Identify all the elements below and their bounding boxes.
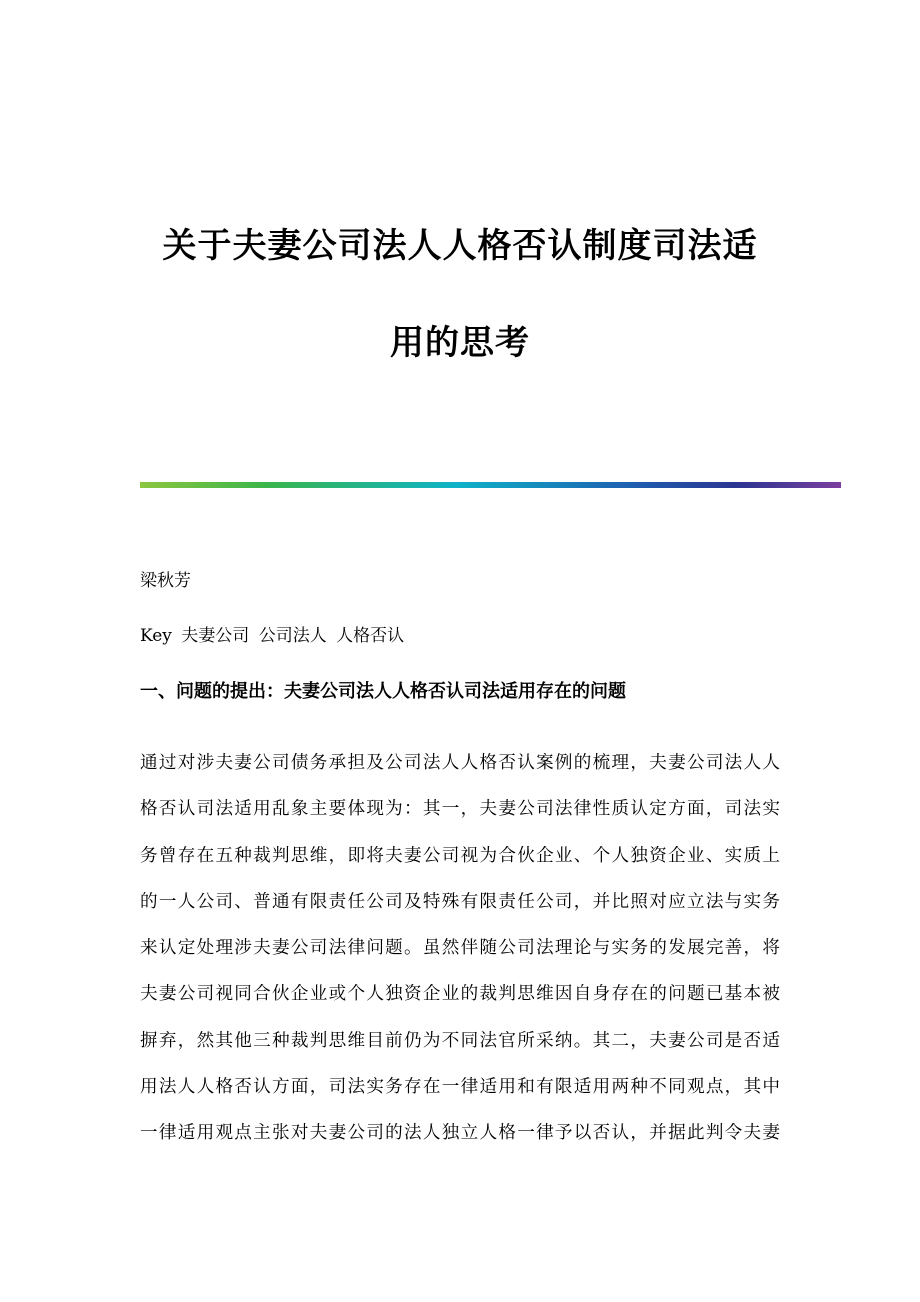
gradient-divider	[140, 482, 841, 488]
title-line-1: 关于夫妻公司法人人格否认制度司法适	[162, 226, 758, 266]
paragraph-line: 摒弃，然其他三种裁判思维目前仍为不同法官所采纳。其二，夫妻公司是否适	[140, 1030, 780, 1051]
paragraph-line: 一律适用观点主张对夫妻公司的法人独立人格一律予以否认，并据此判令夫妻	[140, 1123, 780, 1144]
keywords-line: Key 夫妻公司 公司法人 人格否认	[140, 626, 405, 646]
paragraph-line: 用法人人格否认方面，司法实务存在一律适用和有限适用两种不同观点，其中	[140, 1077, 780, 1098]
paragraph-line: 务曾存在五种裁判思维，即将夫妻公司视为合伙企业、个人独资企业、实质上	[140, 845, 780, 866]
section-heading: 一、问题的提出：夫妻公司法人人格否认司法适用存在的问题	[140, 681, 626, 702]
title-line-2: 用的思考	[390, 323, 530, 363]
paragraph-line: 通过对涉夫妻公司债务承担及公司法人人格否认案例的梳理，夫妻公司法人人	[140, 753, 780, 773]
paragraph-line: 的一人公司、普通有限责任公司及特殊有限责任公司，并比照对应立法与实务	[140, 891, 780, 912]
paragraph-line: 夫妻公司视同合伙企业或个人独资企业的裁判思维因自身存在的问题已基本被	[140, 984, 780, 1005]
paragraph-line: 格否认司法适用乱象主要体现为：其一，夫妻公司法律性质认定方面，司法实	[140, 799, 780, 820]
paragraph-line: 来认定处理涉夫妻公司法律问题。虽然伴随公司法理论与实务的发展完善，将	[140, 938, 780, 959]
author-name: 梁秋芳	[140, 571, 191, 591]
body-paragraph	[140, 740, 780, 1157]
